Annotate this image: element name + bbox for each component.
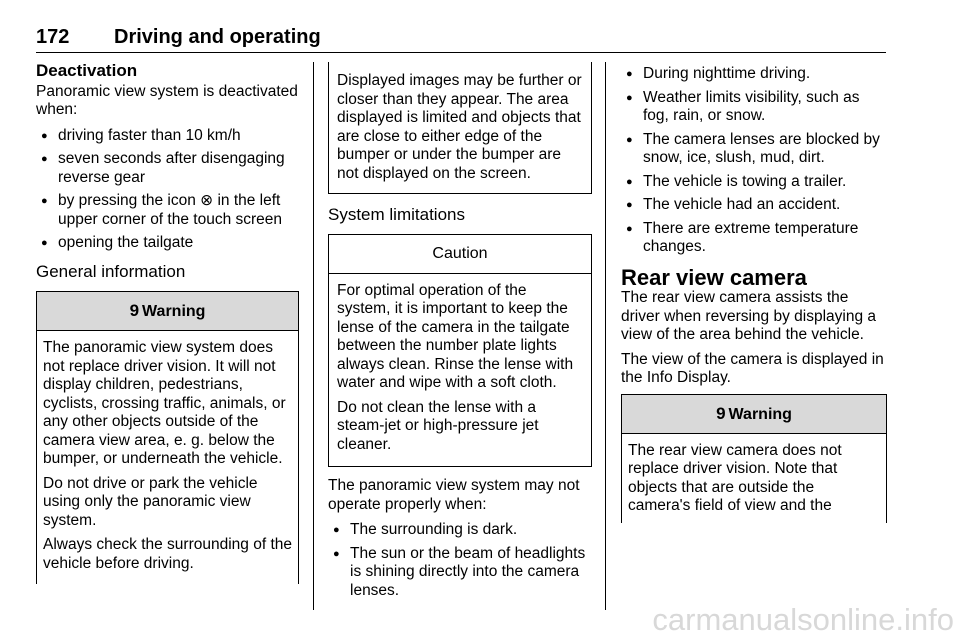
- list-item: ● seven seconds after disengaging reverse gear: [36, 150, 299, 187]
- limitations-heading: System limitations: [328, 205, 465, 224]
- warning-title: Warning: [142, 303, 206, 320]
- list-item: ● The surrounding is dark.: [328, 521, 592, 540]
- continued-box: [328, 62, 592, 194]
- deactivation-intro: Panoramic view system is deactivated when:: [36, 82, 298, 118]
- deactivation-heading: Deactivation: [36, 61, 138, 80]
- list-item: ● driving faster than 10 km/h: [36, 127, 299, 146]
- conditions-list: [621, 65, 887, 257]
- rear-camera-paragraph: The view of the camera is displayed in the Info Display.: [621, 350, 884, 386]
- watermark: carmanualsonline.info: [652, 602, 954, 637]
- caution-paragraph: Do not clean the lense with a steam-jet or high-pressure jet cleaner.: [337, 398, 539, 453]
- general-info-heading: General information: [36, 261, 186, 281]
- deactivation-list: [36, 127, 299, 253]
- caution-paragraph: For optimal operation of the system, it is important to keep the lense of the camera in the tailgate between the number plate lights always clean. Rinse the lense with water and wipe with a soft cloth.: [337, 281, 574, 391]
- warning-text: The rear view camera does not replace driver vision. Note that objects that are outside the camera's field of view and the: [628, 441, 842, 514]
- warning-box-header: [37, 292, 298, 331]
- caution-box: [328, 234, 592, 468]
- rear-camera-paragraph: The rear view camera assists the driver when reversing by displaying a view of the area behind the vehicle.: [621, 289, 877, 343]
- list-item: ● by pressing the icon ⊗ in the left upper corner of the touch screen: [36, 192, 299, 229]
- warning-paragraph: The panoramic view system does not replace driver vision. It will not display children, pedestrians, cyclists, crossing traffic, animals, or any other objects outside of the camera view area, e. g. below the bumper, or underneath the vehicle.: [43, 339, 286, 467]
- warning-box-body: [37, 331, 298, 585]
- column-2: [328, 62, 592, 606]
- list-item: ● The sun or the beam of headlights is shining directly into the camera lenses.: [328, 545, 592, 601]
- warning-box-header: [622, 395, 886, 434]
- warning-icon: 9: [716, 403, 726, 423]
- caution-box-header: Caution: [329, 235, 591, 274]
- warning-paragraph: Do not drive or park the vehicle using only the panoramic view system.: [43, 474, 258, 529]
- list-item: ● The vehicle is towing a trailer.: [621, 173, 887, 192]
- list-item: ● The camera lenses are blocked by snow, ice, slush, mud, dirt.: [621, 131, 887, 168]
- page-header: [36, 26, 886, 53]
- column-divider: [605, 62, 606, 610]
- warning-paragraph: Always check the surrounding of the vehicle before driving.: [43, 536, 292, 572]
- operate-intro: The panoramic view system may not operate properly when:: [328, 477, 580, 513]
- page-number: 172: [36, 26, 70, 48]
- list-item: ● There are extreme temperature changes.: [621, 220, 887, 257]
- list-item: ● opening the tailgate: [36, 234, 299, 253]
- warning-box-body: [622, 434, 886, 528]
- list-item: ● The vehicle had an accident.: [621, 196, 887, 215]
- warning-box: [36, 291, 299, 584]
- column-3: [621, 62, 887, 523]
- rear-camera-heading: Rear view camera: [621, 264, 807, 290]
- list-item: ● Weather limits visibility, such as fog, rain, or snow.: [621, 89, 887, 126]
- warning-icon: 9: [129, 301, 140, 320]
- list-item: ● During nighttime driving.: [621, 65, 887, 84]
- operate-list: [328, 521, 592, 600]
- continued-text: Displayed images may be further or closer than they appear. The area displayed is limited and objects that are close to either edge of the bumper or under the bumper are not displayed on the screen.: [337, 72, 582, 182]
- column-1: [36, 62, 299, 584]
- header-title: Driving and operating: [114, 26, 321, 48]
- column-divider: [313, 62, 314, 610]
- warning-box: [621, 394, 887, 523]
- warning-title: Warning: [728, 405, 792, 423]
- caution-box-body: [329, 274, 591, 467]
